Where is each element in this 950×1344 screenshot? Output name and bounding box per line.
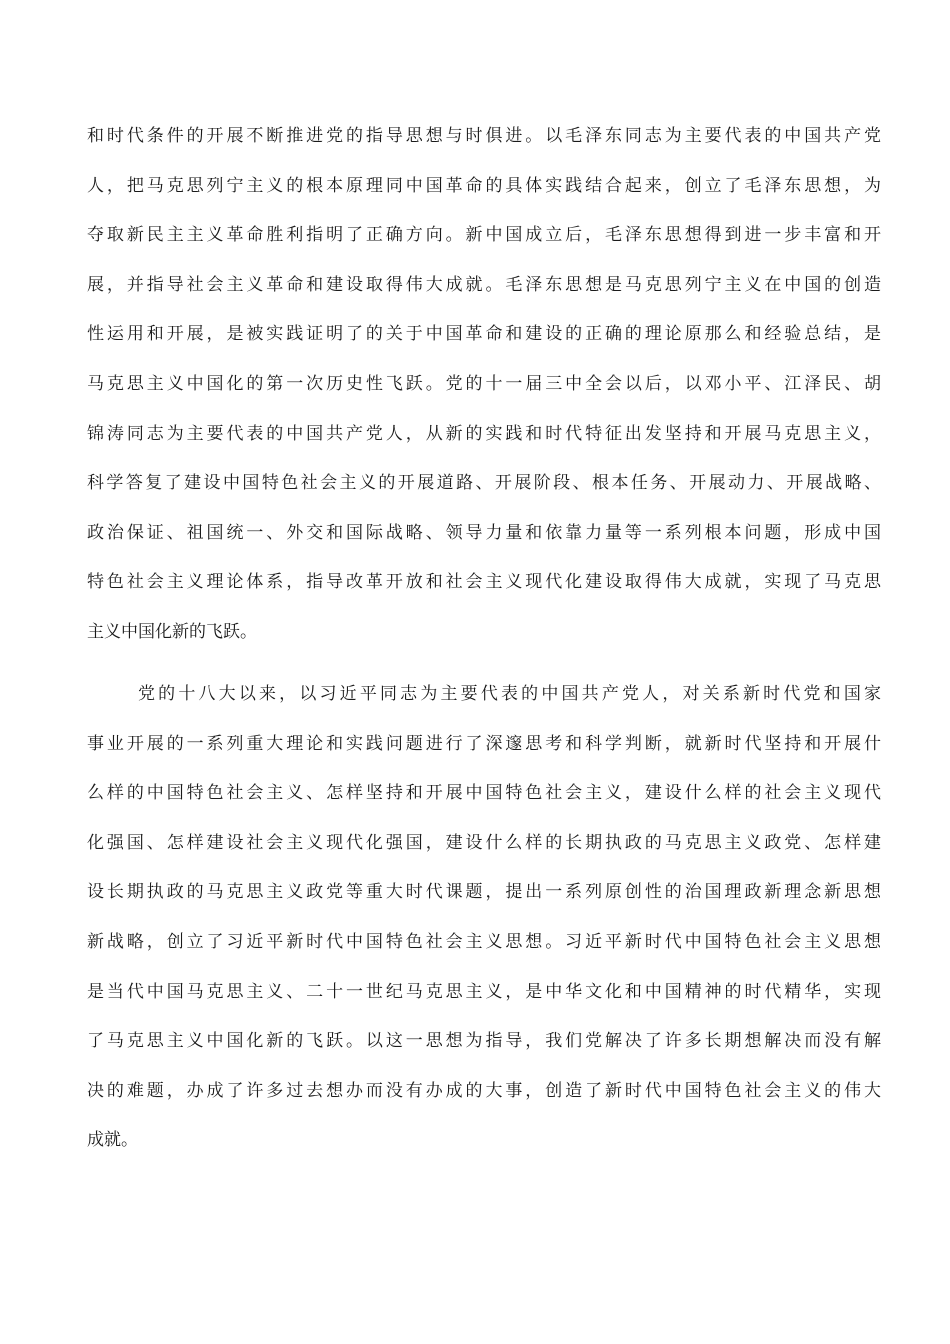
paragraph-line: 锦涛同志为主要代表的中国共产党人，从新的实践和时代特征出发坚持和开展马克思主义， <box>87 423 881 444</box>
paragraph-line: 展，并指导社会主义革命和建设取得伟大成就。毛泽东思想是马克思列宁主义在中国的创造 <box>87 274 881 295</box>
paragraph-line: 和时代条件的开展不断推进党的指导思想与时俱进。以毛泽东同志为主要代表的中国共产党 <box>87 126 881 146</box>
paragraph-1 <box>87 112 881 658</box>
paragraph-line: 特色社会主义理论体系，指导改革开放和社会主义现代化建设取得伟大成就，实现了马克思 <box>87 572 881 593</box>
paragraph-line: 化强国、怎样建设社会主义现代化强国，建设什么样的长期执政的马克思主义政党、怎样建 <box>87 832 881 853</box>
paragraph-line: 事业开展的一系列重大理论和实践问题进行了深邃思考和科学判断，就新时代坚持和开展什 <box>87 733 881 754</box>
paragraph-line: 设长期执政的马克思主义政党等重大时代课题，提出一系列原创性的治国理政新理念新思想 <box>87 882 881 903</box>
paragraph-line: 科学答复了建设中国特色社会主义的开展道路、开展阶段、根本任务、开展动力、开展战略、 <box>87 473 881 494</box>
paragraph-line: 新战略，创立了习近平新时代中国特色社会主义思想。习近平新时代中国特色社会主义思想 <box>87 931 881 952</box>
paragraph-line: 马克思主义中国化的第一次历史性飞跃。党的十一届三中全会以后，以邓小平、江泽民、胡 <box>87 373 881 394</box>
paragraph-line: 性运用和开展，是被实践证明了的关于中国革命和建设的正确的理论原那么和经验总结，是 <box>87 324 881 345</box>
paragraph-line: 主义中国化新的飞跃。 <box>87 621 257 642</box>
paragraph-line: 成就。 <box>87 1130 138 1151</box>
paragraph-line: 了马克思主义中国化新的飞跃。以这一思想为指导，我们党解决了许多长期想解决而没有解 <box>87 1031 881 1052</box>
paragraph-line: 决的难题，办成了许多过去想办而没有办成的大事，创造了新时代中国特色社会主义的伟大 <box>87 1080 881 1101</box>
paragraph-2 <box>87 670 881 1166</box>
paragraph-line: 么样的中国特色社会主义、怎样坚持和开展中国特色社会主义，建设什么样的社会主义现代 <box>87 783 881 804</box>
paragraph-line: 是当代中国马克思主义、二十一世纪马克思主义，是中华文化和中国精神的时代精华，实现 <box>87 981 881 1002</box>
paragraph-line: 政治保证、祖国统一、外交和国际战略、领导力量和依靠力量等一系列根本问题，形成中国 <box>87 522 881 543</box>
paragraph-line: 夺取新民主主义革命胜利指明了正确方向。新中国成立后，毛泽东思想得到进一步丰富和开 <box>87 225 881 246</box>
paragraph-line: 人，把马克思列宁主义的根本原理同中国革命的具体实践结合起来，创立了毛泽东思想，为 <box>87 175 881 196</box>
paragraph-line: 党的十八大以来，以习近平同志为主要代表的中国共产党人，对关系新时代党和国家 <box>138 684 881 704</box>
